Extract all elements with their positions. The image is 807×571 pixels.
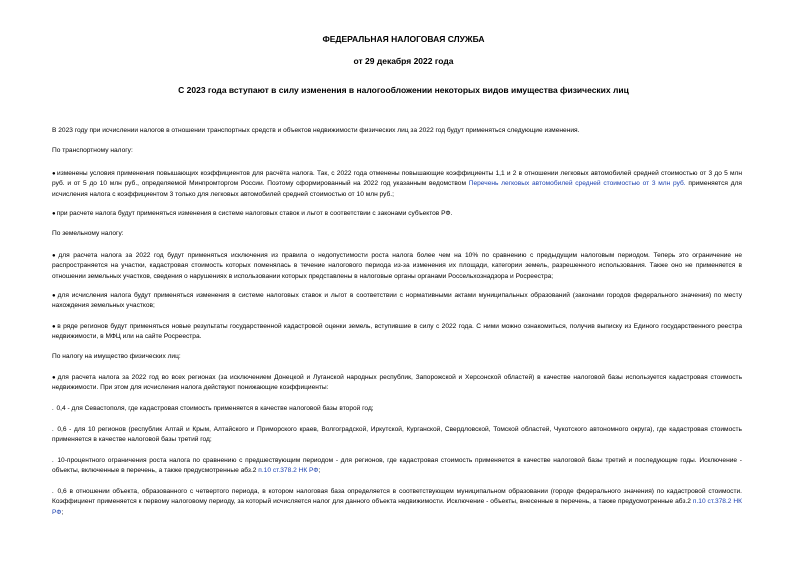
intro-paragraph: В 2023 году при исчислении налогов в отношении транспортных средств и объектов недвижимости физических лиц за 2022 год будут применяться следующие изменения.	[52, 127, 580, 134]
dot-icon: .	[52, 427, 54, 433]
land-item-3: ●в ряде регионов будут применяться новые результаты государственной кадастровой оценки земель, вступившие в силу с 2022 года. С ними можно ознакомиться, получив выписку из Единого государственного реестра недвижимости, в МФЦ или на сайте Росреестра.	[52, 323, 742, 341]
document-title: С 2023 года вступают в силу изменения в налогообложении некоторых видов имущества физических лиц	[178, 85, 629, 95]
agency-name: ФЕДЕРАЛЬНАЯ НАЛОГОВАЯ СЛУЖБА	[322, 34, 485, 44]
coefficient-item-2: . 0,6 - для 10 регионов (республик Алтай и Крым, Алтайского и Приморского краев, Волгоградской, Иркутской, Курганской, Свердловской, Томской областей, Чукотского автономного округа), где кадастровая стоимость применяется в качестве налоговой базы третий год;	[52, 426, 742, 444]
land-item-1: ●для расчета налога за 2022 год будут применяться исключения из правила о недопустимости роста налога более чем на 10% по сравнению с предыдущим налоговым периодом. Теперь это ограничение не распространяется на участки, кадастровая стоимость которых поменялась в течение налогового периода из-за изменения их площади, категории земель, разрешенного использования. Также оно не применяется в отношении земельных участков, сведения о нарушениях в использовании которых представлены в налоговые органы органами Россельхознадзора и Росреестра;	[52, 252, 743, 280]
transport-item-2: ●при расчете налога будут применяться изменения в системе налоговых ставок и льгот в соответствии с законами субъектов РФ.	[52, 210, 453, 217]
coefficient-item-3: . 10-процентного ограничения роста налога по сравнению с предшествующим периодом - для регионов, где кадастровая стоимость применяется в качестве налоговой базы третий и последующие годы. Исключение - объекты, включенные в перечень, а также предусмотренные абз.2 п.10 ст.378.2 НК РФ;	[52, 457, 742, 475]
dot-icon: .	[52, 489, 54, 495]
land-heading: По земельному налогу:	[52, 230, 124, 237]
dot-icon: .	[52, 406, 54, 412]
bullet-icon: ●	[52, 375, 57, 381]
property-item-1: ●для расчета налога за 2022 год во всех регионах (за исключением Донецкой и Луганской народных республик, Запорожской и Херсонской областей) в качестве налоговой базы используется кадастровая стоимость недвижимости. При этом для исчисления налога действуют понижающие коэффициенты:	[52, 374, 743, 392]
property-heading: По налогу на имущество физических лиц:	[52, 353, 181, 360]
coefficient-item-1: . 0,4 - для Севастополя, где кадастровая стоимость применяется в качестве налоговой базы второй год;	[52, 405, 374, 412]
transport-item-1: ●изменены условия применения повышающих коэффициентов для расчёта налога. Так, с 2022 года отменены повышающие коэффициенты 1,1 и 2 в отношении легковых автомобилей средней стоимостью от 3 до 5 млн руб. и от 5 до 10 млн руб., определяемой Минпромторгом России. Поэтому сформированный на 2022 год указанным ведомством Перечень легковых автомобилей средней стоимостью от 3 млн руб. применяется для исчисления налога с коэффициентом 3 только для легковых автомобилей средней стоимостью от 10 млн руб.;	[52, 170, 742, 198]
bullet-icon: ●	[52, 171, 57, 177]
bullet-icon: ●	[52, 324, 57, 330]
bullet-icon: ●	[52, 253, 58, 259]
tax-code-link[interactable]: п.10 ст.378.2 НК РФ	[52, 498, 742, 516]
coefficient-item-4: . 0,6 в отношении объекта, образованного с четвертого периода, в котором налоговая база определяется в соответствующем муниципальном образовании (городе федерального значения) по кадастровой стоимости. Коэффициент применяется к первому налоговому периоду, за который исчисляется налог для данного объекта недвижимости. Исключение - объекты, внесенные в перечень, а также предусмотренные абз.2 п.10 ст.378.2 НК РФ;	[52, 488, 742, 516]
bullet-icon: ●	[52, 293, 57, 299]
tax-code-link[interactable]: п.10 ст.378.2 НК РФ	[258, 467, 319, 475]
document-date: от 29 декабря 2022 года	[353, 56, 454, 66]
cars-list-link[interactable]: Перечень легковых автомобилей средней стоимостью от 3 млн руб.	[468, 180, 686, 188]
bullet-icon: ●	[52, 211, 56, 217]
transport-heading: По транспортному налогу:	[52, 147, 133, 154]
land-item-2: ●для исчисления налога будут применяться изменения в системе налоговых ставок и льгот в соответствии с нормативными актами муниципальных образований (законами городов федерального значения) по месту нахождения земельных участков;	[52, 292, 742, 310]
dot-icon: .	[52, 458, 54, 464]
